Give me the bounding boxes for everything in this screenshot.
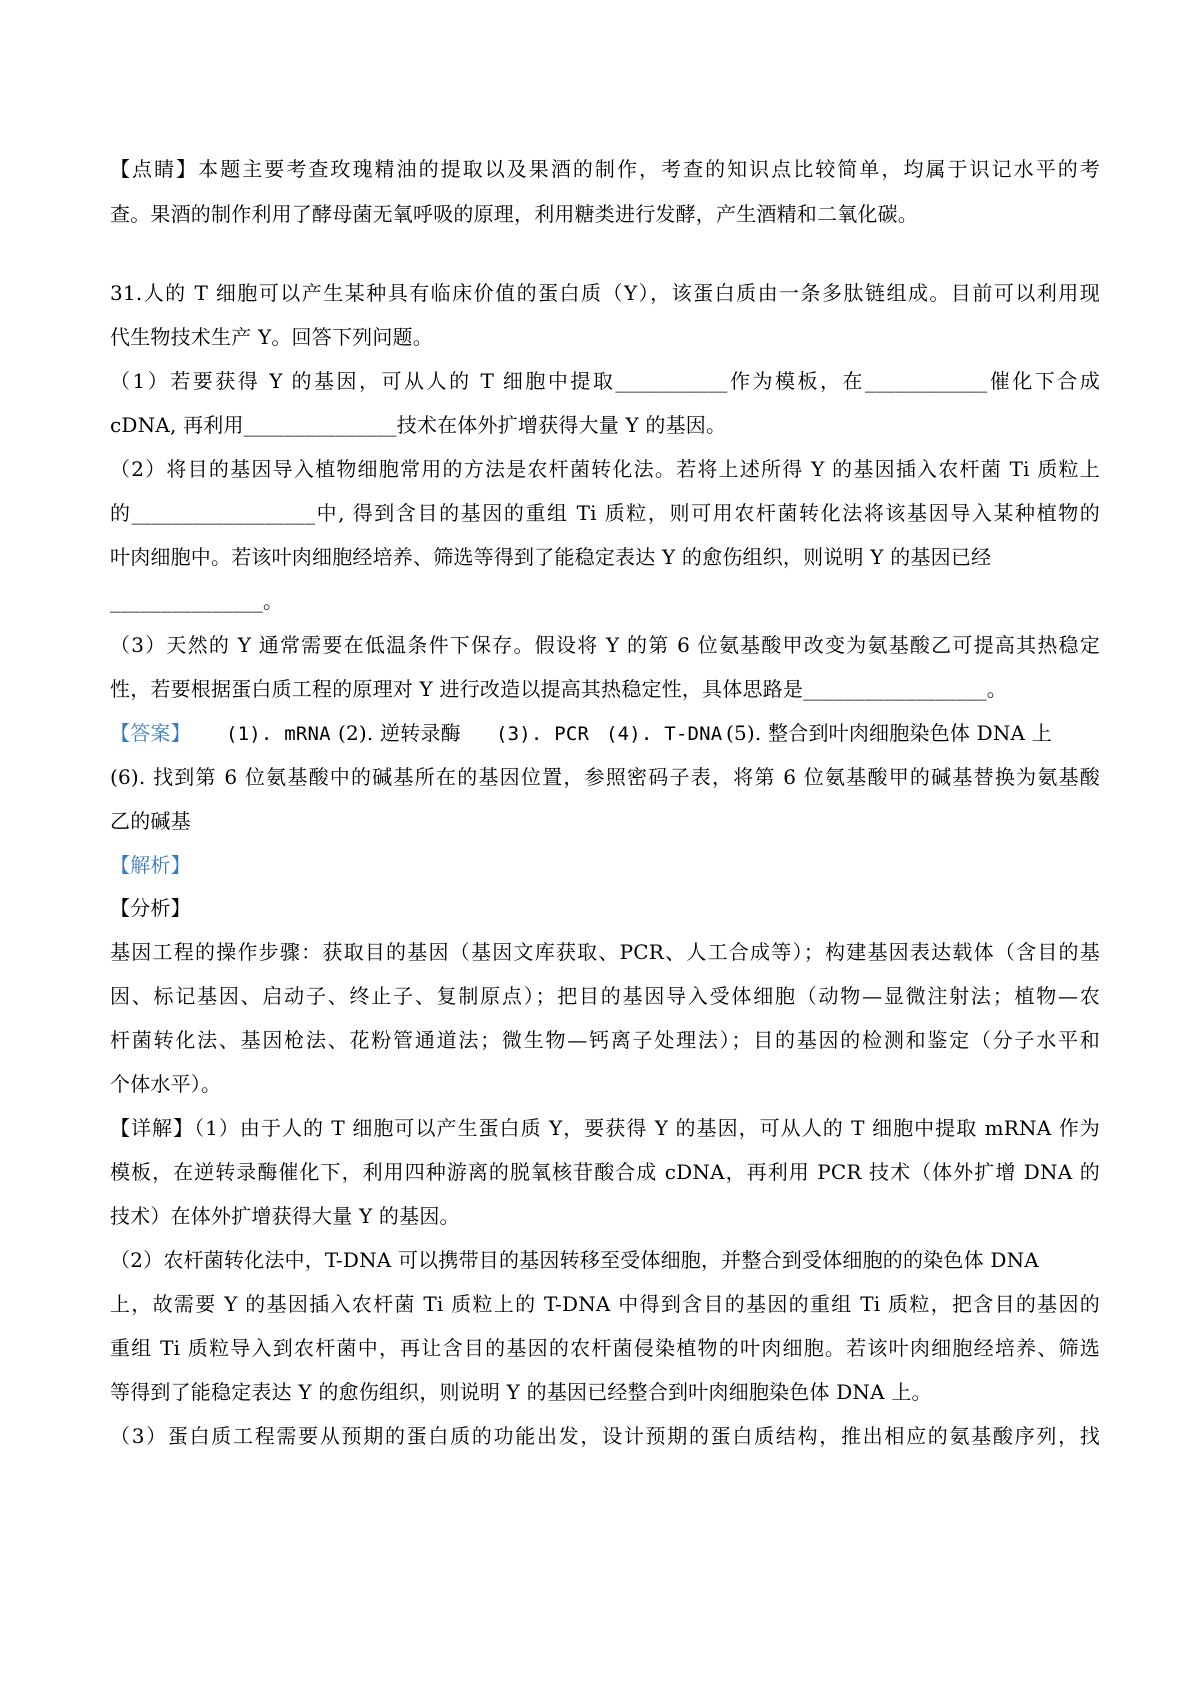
analysis-part-2-line-1: （2）农杆菌转化法中，T-DNA 可以携带目的基因转移至受体细胞，并整合到受体细胞的的染色体 DNA	[110, 1248, 1039, 1272]
subquestion-1-line-1: （1）若要获得 Y 的基因，可从人的 T 细胞中提取___________作为模板，在____________催化下合成	[110, 369, 1100, 393]
subquestion-2-line-4: _______________。	[110, 589, 284, 613]
answer-item-6-line-1: (6). 找到第 6 位氨基酸中的碱基所在的基因位置，参照密码子表，将第 6 位氨基酸甲的碱基替换为氨基酸	[110, 765, 1100, 789]
fenxi-line-4: 个体水平）。	[110, 1072, 222, 1096]
subquestion-2-line-2: 的__________________中, 得到含目的基因的重组 Ti 质粒，则可用农杆菌转化法将该基因导入某种植物的	[110, 501, 1100, 525]
fenxi-line-3: 杆菌转化法、基因枪法、花粉管通道法；微生物—钙离子处理法）；目的基因的检测和鉴定（分子水平和	[110, 1028, 1100, 1052]
answer-label: 【答案】	[110, 721, 191, 745]
question-stem-line-1: 31.人的 T 细胞可以产生某种具有临床价值的蛋白质（Y），该蛋白质由一条多肽链组成。目前可以利用现	[110, 281, 1100, 305]
subquestion-3-line-1: （3）天然的 Y 通常需要在低温条件下保存。假设将 Y 的第 6 位氨基酸甲改变为氨基酸乙可提高其热稳定	[110, 633, 1100, 657]
document-page	[110, 0, 1100, 1698]
dianjing-line-2: 查。果酒的制作利用了酵母菌无氧呼吸的原理，利用糖类进行发酵，产生酒精和二氧化碳。	[110, 202, 918, 226]
subquestion-1-line-2: cDNA, 再利用_______________技术在体外扩增获得大量 Y 的基因。	[110, 413, 727, 437]
xiangjie-line-1: 【详解】（1）由于人的 T 细胞可以产生蛋白质 Y，要获得 Y 的基因，可从人的 T 细胞中提取 mRNA 作为	[110, 1116, 1100, 1140]
analysis-label: 【解析】	[110, 853, 191, 877]
subquestion-2-line-3: 叶肉细胞中。若该叶肉细胞经培养、筛选等得到了能稳定表达 Y 的愈伤组织，则说明 Y 的基因已经	[110, 545, 992, 569]
question-stem-line-2: 代生物技术生产 Y。回答下列问题。	[110, 325, 433, 349]
answer-item-6-line-2: 乙的碱基	[110, 809, 191, 833]
analysis-part-2-line-3: 重组 Ti 质粒导入到农杆菌中，再让含目的基因的农杆菌侵染植物的叶肉细胞。若该叶肉细胞经培养、筛选	[110, 1336, 1100, 1360]
subquestion-3-line-2: 性，若要根据蛋白质工程的原理对 Y 进行改造以提高其热稳定性，具体思路是__________________。	[110, 677, 1007, 701]
answer-item-2: (2). 逆转录酶	[338, 721, 461, 745]
analysis-part-2-line-2: 上，故需要 Y 的基因插入农杆菌 Ti 质粒上的 T-DNA 中得到含目的基因的重组 Ti 质粒，把含目的基因的	[110, 1292, 1100, 1316]
dianjing-line-1: 【点睛】本题主要考查玫瑰精油的提取以及果酒的制作，考查的知识点比较简单，均属于识记水平的考	[110, 157, 1100, 181]
fenxi-line-1: 基因工程的操作步骤：获取目的基因（基因文库获取、PCR、人工合成等）；构建基因表达载体（含目的基	[110, 940, 1100, 964]
xiangjie-line-3: 技术）在体外扩增获得大量 Y 的基因。	[110, 1204, 460, 1228]
answer-item-5: (5). 整合到叶肉细胞染色体 DNA 上	[726, 721, 1052, 745]
answer-item-4: (4). T-DNA	[606, 723, 723, 745]
subquestion-2-line-1: （2）将目的基因导入植物细胞常用的方法是农杆菌转化法。若将上述所得 Y 的基因插入农杆菌 Ti 质粒上	[110, 457, 1100, 481]
analysis-part-3-line-1: （3）蛋白质工程需要从预期的蛋白质的功能出发，设计预期的蛋白质结构，推出相应的氨基酸序列，找	[110, 1424, 1100, 1448]
fenxi-line-2: 因、标记基因、启动子、终止子、复制原点）；把目的基因导入受体细胞（动物—显微注射法；植物—农	[110, 984, 1100, 1008]
analysis-part-2-line-4: 等得到了能稳定表达 Y 的愈伤组织，则说明 Y 的基因已经整合到叶肉细胞染色体 DNA 上。	[110, 1380, 932, 1404]
xiangjie-line-2: 模板，在逆转录酶催化下，利用四种游离的脱氧核苷酸合成 cDNA，再利用 PCR 技术（体外扩增 DNA 的	[110, 1160, 1100, 1184]
answer-item-1: (1). mRNA	[226, 723, 331, 745]
fenxi-label: 【分析】	[110, 896, 191, 920]
answer-item-3: (3). PCR	[496, 723, 590, 745]
answer-row	[110, 718, 1100, 749]
